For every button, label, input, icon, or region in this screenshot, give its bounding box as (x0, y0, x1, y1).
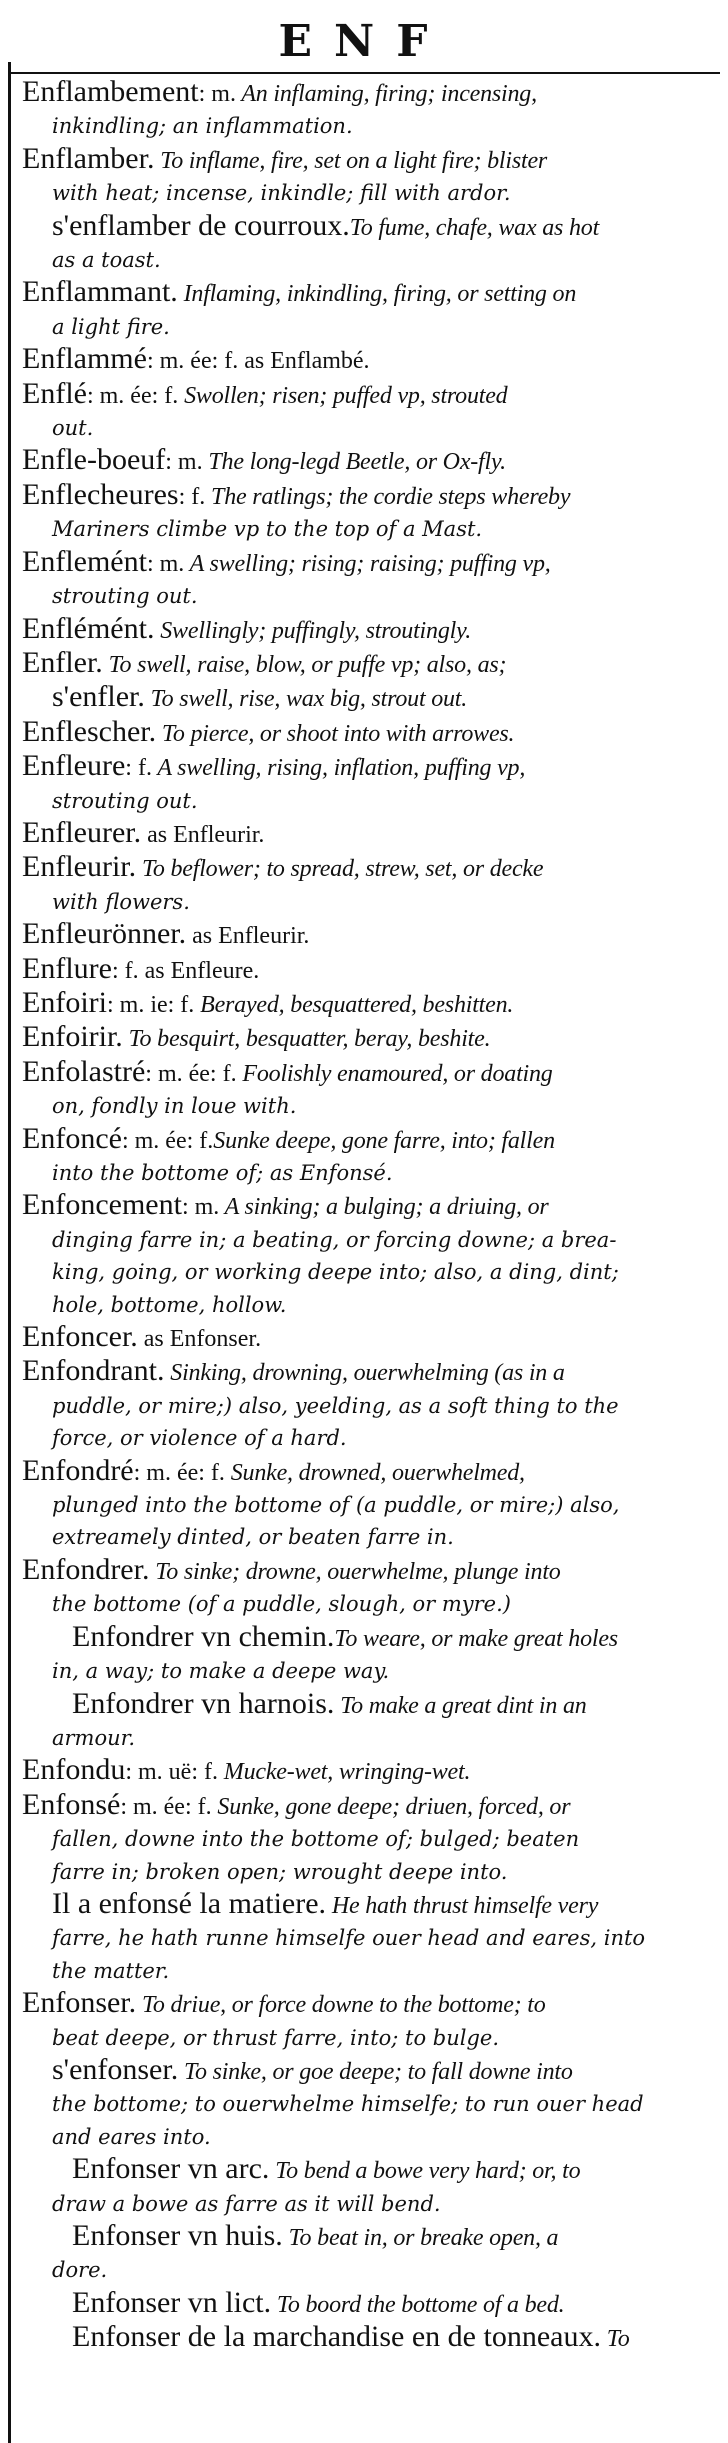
headword: Enfonser. (22, 1987, 137, 2020)
entry-line (22, 343, 722, 377)
headword: Enflémént. (22, 612, 155, 645)
entry-line (22, 817, 722, 851)
definition-text: Sinking, drowning, ouerwhelming (as in a (164, 1360, 565, 1387)
grammar-note: as Enfonser. (137, 1326, 262, 1353)
entry-line (22, 851, 722, 885)
subentry-line (22, 2321, 722, 2355)
entry-line (22, 1554, 722, 1588)
headword: Enfondrer vn chemin. (72, 1620, 335, 1653)
entry-continuation-line: inkindling; an inflammation. (52, 114, 353, 139)
entry-continuation-line: dinging farre in; a beating, or forcing downe; a brea- (52, 1227, 617, 1252)
entry-line (22, 613, 722, 647)
entry-continuation-line: beat deepe, or thrust farre, into; to bulge. (52, 2025, 500, 2050)
grammar-note: : m. ée: f. as Enflambé. (146, 348, 370, 375)
headword: Enfle-boeuf (22, 444, 166, 477)
entry-line (22, 1021, 722, 1055)
definition-text: The ratlings; the cordie steps whereby (205, 483, 571, 510)
entry-line (22, 276, 722, 310)
definition-text: To weare, or make great holes (334, 1625, 618, 1652)
definition-text: Mucke-wet, wringing-wet. (217, 1759, 471, 1786)
headword: Enfonser de la marchandise en de tonneaux. (72, 2321, 601, 2354)
entry-line (22, 444, 722, 478)
entry-continuation-line: the bottome (of a puddle, slough, or myre.) (52, 1592, 511, 1617)
headword: Enfondrer. (22, 1553, 150, 1586)
headword: Enfondrer vn harnois. (72, 1687, 335, 1720)
definition-text: To swell, raise, blow, or puffe vp; also, as; (102, 651, 507, 678)
headword: Enflambement (22, 76, 199, 108)
headword: Enfleurir. (22, 851, 137, 884)
definition-text: To swell, rise, wax big, strout out. (144, 686, 468, 713)
headword: Enflé (22, 377, 87, 410)
headword: Enfondrant. (22, 1355, 165, 1388)
definition-text: The long-legd Beetle, or Ox-fly. (202, 449, 506, 476)
entry-continuation-line: the bottome; to ouerwhelme himselfe; to run ouer head (52, 2092, 644, 2117)
entry-continuation-line: strouting out. (52, 584, 198, 609)
entry-line (22, 378, 722, 412)
definition-text: To pierce, or shoot into with arrowes. (156, 720, 515, 747)
entry-line (22, 953, 722, 987)
entry-list (22, 76, 722, 2356)
grammar-note: : m. ée: f. (145, 1060, 237, 1087)
entry-line (22, 987, 722, 1021)
grammar-note: as Enfleurir. (186, 923, 310, 950)
page-header: ENF (278, 16, 450, 67)
grammar-note: : m. (165, 449, 203, 476)
grammar-note: : m. (198, 81, 236, 107)
headword: Enfondu (22, 1754, 126, 1787)
entry-line (22, 1189, 722, 1223)
entry-line (22, 1455, 722, 1489)
definition-text: Inflaming, inkindling, firing, or setting on (177, 281, 577, 308)
headword: s'enfler. (52, 681, 145, 714)
entry-continuation-line: plunged into the bottome of (a puddle, or mire;) also, (52, 1493, 620, 1518)
subentry-line (22, 1621, 722, 1655)
definition-text: To bend a bowe very hard; or, to (269, 2158, 581, 2185)
definition-text: To make a great dint in an (334, 1692, 587, 1719)
entry-line (22, 1056, 722, 1090)
entry-continuation-line: the matter. (52, 1958, 170, 1983)
headword: Enfoncement (22, 1189, 182, 1222)
entry-continuation-line: strouting out. (52, 788, 198, 813)
headword: Enfonser vn arc. (72, 2153, 270, 2186)
entry-line (22, 750, 722, 784)
definition-text: To beflower; to spread, strew, set, or decke (136, 856, 544, 883)
headword: Enfonser vn lict. (72, 2286, 272, 2319)
headword: Enfler. (22, 646, 103, 679)
entry-line (22, 647, 722, 681)
entry-line (22, 716, 722, 750)
entry-continuation-line: farre in; broken open; wrought deepe into. (52, 1859, 508, 1884)
subentry-line (22, 2287, 722, 2321)
entry-line (22, 546, 722, 580)
grammar-note: : m. ée: f. (86, 382, 179, 409)
entry-line (22, 1355, 722, 1389)
headword: Enflammant. (22, 276, 178, 309)
headword: Enflemént (22, 545, 147, 578)
definition-text: Sunke deepe, gone farre, into; fallen (213, 1127, 555, 1154)
subentry-line (22, 2220, 722, 2254)
definition-text: Swellingly; puffingly, stroutingly. (154, 617, 472, 644)
subentry-line (22, 1688, 722, 1722)
entry-continuation-line: into the bottome of; as Enfonsé. (52, 1161, 393, 1185)
definition-text: Swollen; risen; puffed vp, strouted (178, 382, 508, 409)
entry-continuation-line: puddle, or mire;) also, yeelding, as a soft thing to the (52, 1393, 619, 1418)
definition-text: To driue, or force downe to the bottome; to (136, 1992, 546, 2019)
headword: Enfoncer. (22, 1321, 138, 1354)
definition-text: Sunke, gone deepe; driuen, forced, or (211, 1793, 571, 1820)
definition-text: Sunke, drowned, ouerwhelmed, (224, 1459, 525, 1486)
entry-continuation-line: farre, he hath runne himselfe ouer head and eares, into (52, 1926, 646, 1951)
definition-text: To (600, 2326, 630, 2353)
entry-continuation-line: force, or violence of a hard. (52, 1426, 347, 1451)
definition-text: To boord the bottome of a bed. (271, 2291, 565, 2318)
top-rule (8, 72, 720, 74)
headword: Enfoncé (22, 1122, 122, 1155)
headword: Enfleure (22, 750, 126, 783)
headword: Enflamber. (22, 142, 155, 175)
headword: Il a enfonsé la matiere. (52, 1887, 327, 1920)
entry-continuation-line: on, fondly in loue with. (52, 1094, 297, 1119)
entry-continuation-line: dore. (52, 2258, 108, 2283)
definition-text: To sinke; drowne, ouerwhelme, plunge into (149, 1558, 561, 1585)
subentry-line (22, 681, 722, 715)
entry-line (22, 479, 722, 513)
subentry-line (22, 2153, 722, 2187)
grammar-note: : m. ée: f. (120, 1793, 212, 1820)
headword: Enfleurönner. (22, 918, 187, 951)
left-rule (8, 62, 11, 2443)
headword: Enflecheures (22, 478, 179, 511)
headword: Enflammé (22, 343, 147, 376)
grammar-note: : m. (181, 1194, 220, 1221)
headword: Enfoirir. (22, 1021, 123, 1054)
definition-text: To inflame, fire, set on a light fire; blister (154, 147, 548, 174)
headword: Enfonser vn huis. (72, 2220, 283, 2252)
subentry-line (22, 2054, 722, 2088)
entry-continuation-line: out. (52, 416, 94, 441)
definition-text: A swelling; rising; raising; puffing vp, (184, 550, 551, 577)
definition-text: To beat in, or breake open, a (282, 2225, 559, 2251)
subentry-line (22, 210, 722, 244)
definition-text: An inflaming, firing; incensing, (235, 81, 537, 107)
definition-text: Foolishly enamoured, or doating (236, 1060, 553, 1087)
grammar-note: : m. (146, 550, 185, 577)
entry-continuation-line: with flowers. (52, 889, 190, 914)
headword: s'enfonser. (52, 2053, 179, 2086)
grammar-note: : m. uë: f. (125, 1759, 218, 1786)
entry-continuation-line: with heat; incense, inkindle; fill with ardor. (52, 181, 511, 206)
headword: Enfleurer. (22, 816, 142, 849)
entry-continuation-line: and eares into. (52, 2124, 211, 2149)
entry-line (22, 1123, 722, 1157)
entry-line (22, 1321, 722, 1355)
entry-line (22, 1987, 722, 2021)
grammar-note: : m. ée: f. (133, 1459, 225, 1486)
subentry-line (22, 1888, 722, 1922)
definition-text: A swelling, rising, inflation, puffing vp, (151, 755, 526, 782)
entry-line (22, 76, 722, 110)
entry-continuation-line: fallen, downe into the bottome of; bulged; beaten (52, 1827, 580, 1852)
grammar-note: : m. ée: f. (121, 1127, 214, 1154)
definition-text: To besquirt, besquatter, beray, beshite. (122, 1026, 491, 1053)
headword: s'enflamber de courroux. (52, 209, 350, 242)
definition-text: To sinke, or goe deepe; to fall downe into (178, 2058, 573, 2085)
definition-text: To fume, chafe, wax as hot (349, 214, 600, 241)
entry-continuation-line: extreamely dinted, or beaten farre in. (52, 1525, 454, 1550)
definition-text: He hath thrust himselfe very (326, 1892, 599, 1919)
entry-continuation-line: a light fire. (52, 314, 170, 339)
entry-continuation-line: as a toast. (52, 248, 161, 273)
entry-line (22, 1754, 722, 1788)
entry-continuation-line: king, going, or working deepe into; also, a ding, dint; (52, 1260, 619, 1285)
definition-text: A sinking; a bulging; a driuing, or (219, 1194, 549, 1221)
grammar-note: : m. ie: f. (106, 991, 195, 1018)
headword: Enflescher. (22, 715, 157, 748)
headword: Enfolastré (22, 1055, 146, 1088)
grammar-note: : f. as Enfleure. (111, 957, 260, 984)
entry-continuation-line: armour. (52, 1725, 136, 1750)
headword: Enfoiri (22, 986, 107, 1019)
entry-continuation-line: hole, bottome, hollow. (52, 1292, 287, 1317)
definition-text: Berayed, besquattered, beshitten. (194, 991, 514, 1018)
entry-line (22, 918, 722, 952)
grammar-note: as Enfleurir. (141, 821, 265, 848)
entry-line (22, 143, 722, 177)
entry-continuation-line: draw a bowe as farre as it will bend. (52, 2191, 441, 2216)
grammar-note: : f. (178, 483, 206, 510)
entry-line (22, 1789, 722, 1823)
headword: Enfondré (22, 1454, 134, 1487)
entry-continuation-line: in, a way; to make a deepe way. (52, 1659, 390, 1684)
entry-continuation-line: Mariners climbe vp to the top of a Mast. (52, 517, 483, 542)
headword: Enflure (22, 952, 112, 985)
grammar-note: : f. (125, 755, 152, 782)
headword: Enfonsé (22, 1788, 121, 1821)
